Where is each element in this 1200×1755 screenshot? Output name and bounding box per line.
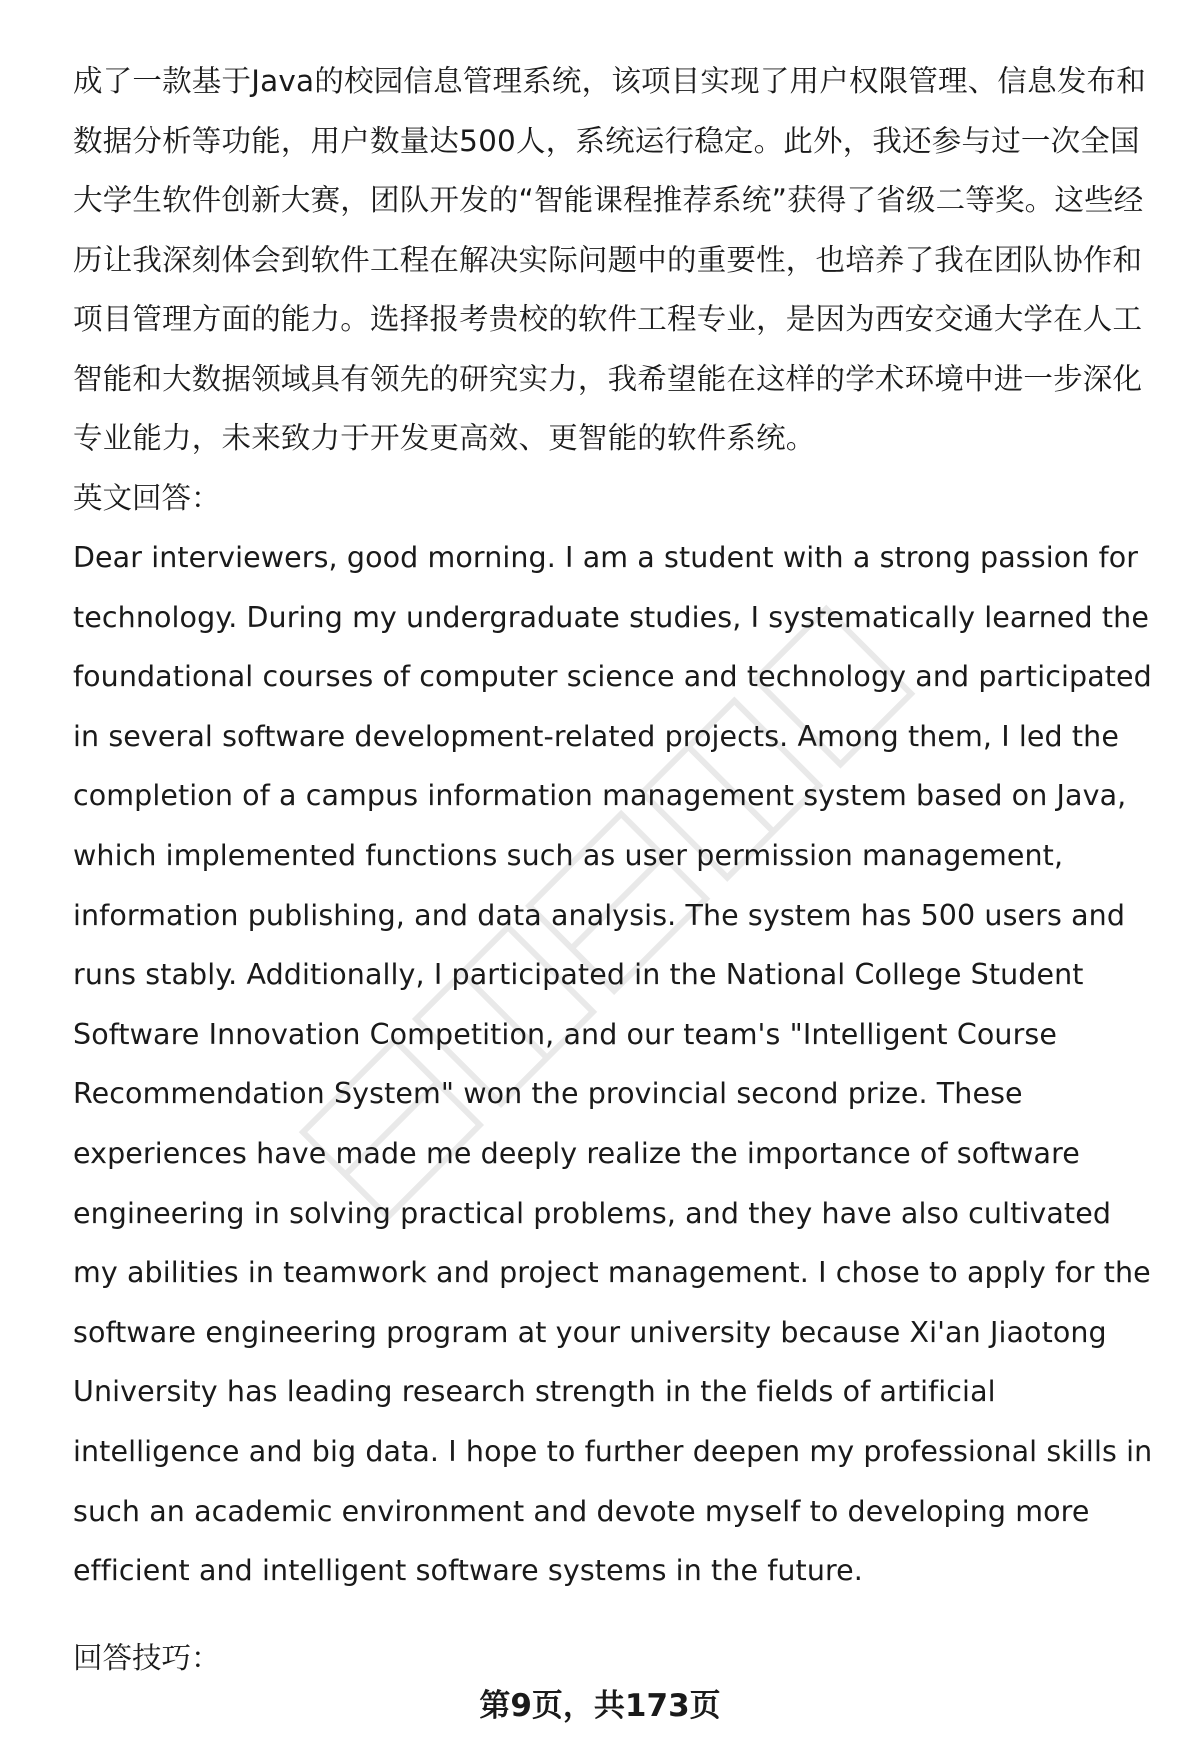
english-answer-label: 英文回答： <box>73 480 221 515</box>
chinese-answer-paragraph: 成了一款基于Java的校园信息管理系统，该项目实现了用户权限管理、信息发布和数据分析等功能，用户数量达500人，系统运行稳定。此外，我还参与过一次全国大学生软件创新大赛，团队开发的“智能课程推荐系统”获得了省级二等奖。这些经历让我深刻体会到软件工程在解决实际问题中的重要性，也培养了我在团队协作和项目管理方面的能力。选择报考贵校的软件工程专业，是因为西安交通大学在人工智能和大数据领域具有领先的研究实力，我希望能在这样的学术环境中进一步深化专业能力，未来致力于开发更高效、更智能的软件系统。 <box>73 64 1146 455</box>
page-number-footer: 第9页，共173页 <box>479 1688 721 1724</box>
answer-tips-label: 回答技巧： <box>73 1641 221 1675</box>
document-body <box>73 52 1158 1601</box>
english-answer-paragraph: Dear interviewers, good morning. I am a student with a strong passion for technology. During my undergraduate studies, I systematically learned the foundational courses of computer science and technology and participated in several software development-related projects. Among them, I led the completion of a campus information management system based on Java, which implemented functions such as user permission management, information publishing, and data analysis. The system has 500 users and runs stably. Additionally, I participated in the National College Student Software Innovation Competition, and our team's "Intelligent Course Recommendation System" won the provincial second prize. These experiences have made me deeply realize the importance of software engineering in solving practical problems, and they have also cultivated my abilities in teamwork and project management. I chose to apply for the software engineering program at your university because Xi'an Jiaotong University has leading research strength in the fields of artificial intelligence and big data. I hope to further deepen my professional skills in such an academic environment and devote myself to developing more efficient and intelligent software systems in the future. <box>73 541 1153 1588</box>
